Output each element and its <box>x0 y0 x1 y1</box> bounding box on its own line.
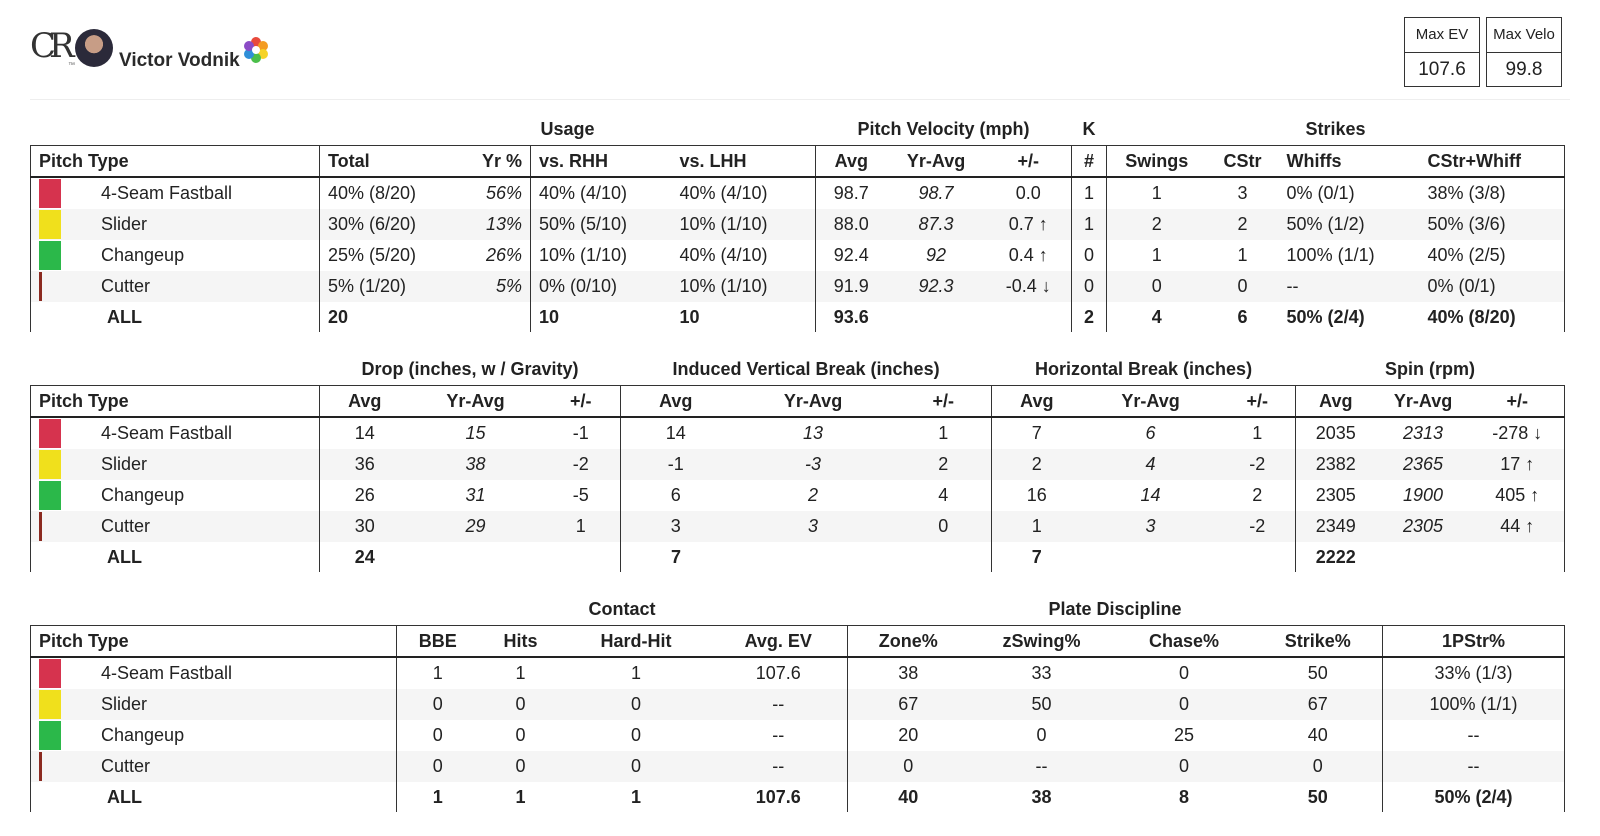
hits: 0 <box>479 689 563 720</box>
group-k: K <box>1082 119 1096 139</box>
avg-ev: -- <box>710 751 848 782</box>
movement-spin-table <box>30 354 1565 572</box>
col-drop-avg: Avg <box>320 386 410 418</box>
all-label: ALL <box>31 302 320 332</box>
chase-pct: 0 <box>1115 689 1254 720</box>
col-ivb-diff: +/- <box>896 386 992 418</box>
hb-avg: 7 <box>992 542 1082 572</box>
pitch-color-swatch <box>39 450 61 479</box>
col-velo-yr-avg: Yr-Avg <box>887 146 986 178</box>
col-spin-diff: +/- <box>1471 386 1565 418</box>
k-count: 1 <box>1072 209 1107 240</box>
hb-yr-avg: 6 <box>1145 423 1156 443</box>
first-pitch-strike: 33% (1/3) <box>1383 657 1565 689</box>
usage-lhh: 10% (1/10) <box>672 271 816 302</box>
pitch-name: Cutter <box>101 756 151 776</box>
all-label: ALL <box>31 782 397 812</box>
bbe: 0 <box>397 689 479 720</box>
usage-rhh: 40% (4/10) <box>531 177 672 209</box>
pitch-name: Slider <box>101 214 148 234</box>
pitch-cell <box>31 177 320 209</box>
pitch-color-swatch <box>39 241 61 270</box>
col-velo-diff: +/- <box>986 146 1072 178</box>
zswing-pct: -- <box>969 751 1115 782</box>
whiffs: -- <box>1279 271 1420 302</box>
first-pitch-strike: -- <box>1383 751 1565 782</box>
velo-avg: 92.4 <box>816 240 887 271</box>
first-pitch-strike: 100% (1/1) <box>1383 689 1565 720</box>
col-drop-diff: +/- <box>542 386 621 418</box>
pitch-color-swatch <box>39 690 61 719</box>
spin-yr-avg: 2313 <box>1403 423 1444 443</box>
totals-row <box>31 782 1565 812</box>
velo-yr-avg: 92 <box>926 245 947 265</box>
col-hb-diff: +/- <box>1220 386 1296 418</box>
cstr: 3 <box>1237 183 1248 203</box>
pitch-cell <box>31 480 320 511</box>
cstr-whiff: 40% (2/5) <box>1420 240 1565 271</box>
bbe: 0 <box>397 720 479 751</box>
hb-avg: 2 <box>992 449 1082 480</box>
whiffs: 0% (0/1) <box>1286 183 1355 203</box>
ivb-diff: 2 <box>896 449 992 480</box>
drop-yr-avg: 15 <box>465 423 486 443</box>
group-velocity: Pitch Velocity (mph) <box>857 119 1030 139</box>
pitch-name: Changeup <box>101 725 185 745</box>
chase-pct: 0 <box>1115 751 1254 782</box>
group-drop: Drop (inches, w / Gravity) <box>361 359 579 379</box>
spin-yr-avg: 2305 <box>1376 511 1471 542</box>
pitch-name: 4-Seam Fastball <box>101 423 233 443</box>
pitch-name: Changeup <box>101 245 185 265</box>
hard-hit: 1 <box>630 786 641 807</box>
col-hb-yr-avg: Yr-Avg <box>1082 386 1220 418</box>
usage-total: 25% (5/20) <box>320 240 443 271</box>
pitch-cell <box>31 511 320 542</box>
zswing-pct: 0 <box>1036 725 1047 745</box>
velo-diff: -0.4 ↓ <box>986 271 1072 302</box>
usage-total: 20 <box>320 302 443 332</box>
cstr-whiff: 0% (0/1) <box>1420 271 1565 302</box>
pitch-name: 4-Seam Fastball <box>101 663 233 683</box>
spin-avg: 2382 <box>1296 449 1376 480</box>
group-hb: Horizontal Break (inches) <box>1035 359 1253 379</box>
strike-pct: 50 <box>1307 786 1328 807</box>
zone-pct: 38 <box>848 657 969 689</box>
avg-ev: -- <box>772 725 785 745</box>
usage-total: 40% (8/20) <box>320 177 443 209</box>
bbe: 1 <box>397 782 479 812</box>
max-velo-label: Max Velo <box>1487 18 1561 53</box>
k-count: 0 <box>1072 240 1107 271</box>
group-spin: Spin (rpm) <box>1385 359 1476 379</box>
rockies-logo-icon: CR <box>30 26 68 66</box>
chase-pct: 25 <box>1173 725 1195 745</box>
col-cstr: CStr <box>1207 146 1279 178</box>
spin-yr-avg: 2365 <box>1376 449 1471 480</box>
cstr-whiff: 38% (3/8) <box>1420 177 1565 209</box>
pitch-cell <box>31 271 320 302</box>
k-count: 0 <box>1072 271 1107 302</box>
cstr: 0 <box>1207 271 1279 302</box>
drop-avg: 26 <box>320 480 410 511</box>
hb-avg: 16 <box>992 480 1082 511</box>
drop-avg: 30 <box>320 511 410 542</box>
drop-yr-avg: 31 <box>465 485 486 505</box>
spin-avg: 2305 <box>1296 480 1376 511</box>
spin-avg: 2035 <box>1296 417 1376 449</box>
table-row <box>31 417 1565 449</box>
velo-avg: 93.6 <box>816 302 887 332</box>
pitch-cell <box>31 209 320 240</box>
cstr: 6 <box>1237 306 1248 327</box>
pitch-cell <box>31 657 397 689</box>
ivb-diff: 1 <box>938 423 949 443</box>
max-velo-box <box>1486 17 1562 87</box>
swings: 0 <box>1107 271 1207 302</box>
ivb-yr-avg: 13 <box>803 423 824 443</box>
col-yr-pct: Yr % <box>443 146 531 178</box>
chase-pct: 0 <box>1178 663 1189 683</box>
hard-hit: 0 <box>563 751 710 782</box>
hard-hit: 0 <box>630 725 641 745</box>
pitch-color-swatch <box>39 481 61 510</box>
drop-yr-avg: 29 <box>410 511 542 542</box>
hb-diff: -2 <box>1220 511 1296 542</box>
col-drop-yr-avg: Yr-Avg <box>410 386 542 418</box>
spin-avg: 2222 <box>1296 542 1376 572</box>
spin-yr-avg: 1900 <box>1403 485 1444 505</box>
trademark-mark: ™ <box>68 62 75 69</box>
hb-yr-avg: 14 <box>1140 485 1161 505</box>
hits: 1 <box>515 786 526 807</box>
col-spin-avg: Avg <box>1296 386 1376 418</box>
ivb-yr-avg: -3 <box>731 449 896 480</box>
pitch-color-swatch <box>39 179 61 208</box>
velo-avg: 98.7 <box>816 177 887 209</box>
spin-diff: -278 ↓ <box>1471 417 1565 449</box>
col-swings: Swings <box>1107 146 1207 178</box>
col-spin-yr-avg: Yr-Avg <box>1376 386 1471 418</box>
table-row <box>31 177 1565 209</box>
velo-yr-avg: 98.7 <box>918 183 954 203</box>
zswing-pct: 33 <box>1031 663 1052 683</box>
table-row <box>31 271 1565 302</box>
hb-diff: 1 <box>1252 423 1263 443</box>
pitch-cell <box>31 449 320 480</box>
swings: 4 <box>1107 302 1207 332</box>
usage-lhh: 40% (4/10) <box>679 245 768 265</box>
ivb-diff: 0 <box>896 511 992 542</box>
all-label: ALL <box>31 542 320 572</box>
rainbow-flower-icon <box>242 36 270 64</box>
zswing-pct: 38 <box>1031 786 1052 807</box>
velo-avg: 88.0 <box>816 209 887 240</box>
pitch-cell <box>31 240 320 271</box>
pitch-color-swatch <box>39 210 61 239</box>
hits: 0 <box>479 751 563 782</box>
hb-avg: 7 <box>992 417 1082 449</box>
table-row <box>31 657 1565 689</box>
pitch-color-swatch <box>39 419 61 448</box>
pitch-name: Slider <box>101 454 148 474</box>
ivb-avg: -1 <box>621 449 731 480</box>
strike-pct: 50 <box>1307 663 1328 683</box>
col-bbe: BBE <box>397 626 479 658</box>
avg-ev: 107.6 <box>755 663 801 683</box>
zone-pct: 0 <box>848 751 969 782</box>
pitch-cell <box>31 689 397 720</box>
spin-avg: 2349 <box>1296 511 1376 542</box>
col-vs-rhh: vs. RHH <box>531 146 672 178</box>
col-ivb-avg: Avg <box>621 386 731 418</box>
spin-diff: 17 ↑ <box>1471 449 1565 480</box>
cstr: 1 <box>1237 245 1248 265</box>
col-pitch-type: Pitch Type <box>31 626 397 658</box>
swings: 1 <box>1107 240 1207 271</box>
table-row <box>31 720 1565 751</box>
col-chase: Chase% <box>1115 626 1254 658</box>
swings: 2 <box>1107 209 1207 240</box>
max-ev-value: 107.6 <box>1418 59 1466 80</box>
usage-lhh: 40% (4/10) <box>679 183 768 203</box>
usage-rhh: 50% (5/10) <box>531 209 672 240</box>
totals-row <box>31 302 1565 332</box>
hits: 0 <box>515 725 526 745</box>
col-strike: Strike% <box>1254 626 1383 658</box>
col-total: Total <box>320 146 443 178</box>
col-hb-avg: Avg <box>992 386 1082 418</box>
usage-total: 5% (1/20) <box>320 271 443 302</box>
zone-pct: 67 <box>848 689 969 720</box>
ivb-yr-avg: 2 <box>808 485 819 505</box>
hb-diff: -2 <box>1220 449 1296 480</box>
table-row <box>31 689 1565 720</box>
k-count: 2 <box>1072 302 1107 332</box>
drop-avg: 24 <box>320 542 410 572</box>
usage-rhh: 0% (0/10) <box>531 271 672 302</box>
usage-lhh: 10 <box>679 306 700 327</box>
cstr-whiff: 50% (3/6) <box>1420 209 1565 240</box>
drop-diff: -5 <box>572 485 589 505</box>
ivb-avg: 14 <box>621 417 731 449</box>
velo-yr-avg: 87.3 <box>887 209 986 240</box>
pitch-color-swatch <box>39 721 61 750</box>
bbe: 0 <box>397 751 479 782</box>
group-strikes: Strikes <box>1305 119 1366 139</box>
table-row <box>31 209 1565 240</box>
zone-pct: 40 <box>848 782 969 812</box>
usage-lhh: 10% (1/10) <box>672 209 816 240</box>
col-hits: Hits <box>479 626 563 658</box>
strike-pct: 40 <box>1307 725 1328 745</box>
cstr: 2 <box>1207 209 1279 240</box>
ivb-avg: 7 <box>621 542 731 572</box>
player-name: Victor Vodnik <box>119 50 240 71</box>
zswing-pct: 50 <box>969 689 1115 720</box>
usage-total: 30% (6/20) <box>320 209 443 240</box>
header-divider <box>30 99 1570 100</box>
player-avatar <box>75 29 113 67</box>
usage-yr: 13% <box>443 209 531 240</box>
col-cstr-whiff: CStr+Whiff <box>1420 146 1565 178</box>
table-row <box>31 480 1565 511</box>
max-ev-label: Max EV <box>1405 18 1479 53</box>
pitch-color-swatch <box>39 659 61 688</box>
usage-yr: 56% <box>485 183 522 203</box>
whiffs: 50% (1/2) <box>1279 209 1420 240</box>
group-plate-discipline: Plate Discipline <box>1048 599 1182 619</box>
strike-pct: 0 <box>1254 751 1383 782</box>
col-velo-avg: Avg <box>816 146 887 178</box>
max-velo-value: 99.8 <box>1505 59 1543 80</box>
totals-row <box>31 542 1565 572</box>
drop-avg: 36 <box>320 449 410 480</box>
usage-rhh: 10 <box>531 302 672 332</box>
chase-pct: 8 <box>1178 786 1189 807</box>
velo-avg: 91.9 <box>816 271 887 302</box>
velo-yr-avg: 92.3 <box>887 271 986 302</box>
col-avg-ev: Avg. EV <box>710 626 848 658</box>
hard-hit: 1 <box>630 663 641 683</box>
spin-diff: 44 ↑ <box>1471 511 1565 542</box>
col-pitch-type: Pitch Type <box>31 146 320 178</box>
first-pitch-strike: 50% (2/4) <box>1383 782 1565 812</box>
zone-pct: 20 <box>848 720 969 751</box>
col-pitch-type: Pitch Type <box>31 386 320 418</box>
ivb-yr-avg: 3 <box>731 511 896 542</box>
col-k-count: # <box>1072 146 1107 178</box>
pitch-name: 4-Seam Fastball <box>101 183 233 203</box>
pitch-color-swatch <box>39 272 42 301</box>
col-vs-lhh: vs. LHH <box>672 146 816 178</box>
hard-hit: 0 <box>563 689 710 720</box>
velo-diff: 0.0 <box>1015 183 1041 203</box>
drop-yr-avg: 38 <box>410 449 542 480</box>
avg-ev: 107.6 <box>755 786 801 807</box>
hb-avg: 1 <box>992 511 1082 542</box>
hb-yr-avg: 3 <box>1082 511 1220 542</box>
pitch-cell <box>31 720 397 751</box>
pitch-color-swatch <box>39 512 42 541</box>
group-contact: Contact <box>588 599 656 619</box>
hb-yr-avg: 4 <box>1082 449 1220 480</box>
col-zone: Zone% <box>848 626 969 658</box>
hb-diff: 2 <box>1252 485 1263 505</box>
table-row <box>31 751 1565 782</box>
strike-pct: 67 <box>1254 689 1383 720</box>
k-count: 1 <box>1072 177 1107 209</box>
pitch-name: Slider <box>101 694 148 714</box>
velo-diff: 0.7 ↑ <box>986 209 1072 240</box>
swings: 1 <box>1107 177 1207 209</box>
avg-ev: -- <box>710 689 848 720</box>
usage-velocity-strikes-table <box>30 114 1565 332</box>
bbe: 1 <box>397 657 479 689</box>
table-row <box>31 240 1565 271</box>
drop-diff: -2 <box>542 449 621 480</box>
cstr-whiff: 40% (8/20) <box>1420 302 1565 332</box>
usage-rhh: 10% (1/10) <box>531 240 672 271</box>
drop-diff: 1 <box>542 511 621 542</box>
usage-yr: 5% <box>443 271 531 302</box>
ivb-avg: 3 <box>621 511 731 542</box>
whiffs: 50% (2/4) <box>1286 306 1365 327</box>
group-usage: Usage <box>540 119 595 139</box>
group-ivb: Induced Vertical Break (inches) <box>672 359 940 379</box>
velo-diff: 0.4 ↑ <box>1008 245 1048 265</box>
pitch-color-swatch <box>39 752 42 781</box>
contact-discipline-table <box>30 594 1565 812</box>
max-ev-box <box>1404 17 1480 87</box>
first-pitch-strike: -- <box>1383 720 1565 751</box>
ivb-diff: 4 <box>938 485 949 505</box>
pitch-name: Cutter <box>101 276 151 296</box>
pitch-cell <box>31 417 320 449</box>
hits: 1 <box>515 663 526 683</box>
col-zswing: zSwing% <box>969 626 1115 658</box>
col-ivb-yr-avg: Yr-Avg <box>731 386 896 418</box>
drop-avg: 14 <box>320 417 410 449</box>
col-whiffs: Whiffs <box>1279 146 1420 178</box>
ivb-avg: 6 <box>621 480 731 511</box>
pitch-name: Cutter <box>101 516 151 536</box>
usage-yr: 26% <box>485 245 522 265</box>
table-row <box>31 449 1565 480</box>
spin-diff: 405 ↑ <box>1471 480 1565 511</box>
pitch-name: Changeup <box>101 485 185 505</box>
pitch-cell <box>31 751 397 782</box>
col-1pstr: 1PStr% <box>1383 626 1565 658</box>
col-hard-hit: Hard-Hit <box>563 626 710 658</box>
whiffs: 100% (1/1) <box>1286 245 1375 265</box>
drop-diff: -1 <box>572 423 589 443</box>
table-row <box>31 511 1565 542</box>
